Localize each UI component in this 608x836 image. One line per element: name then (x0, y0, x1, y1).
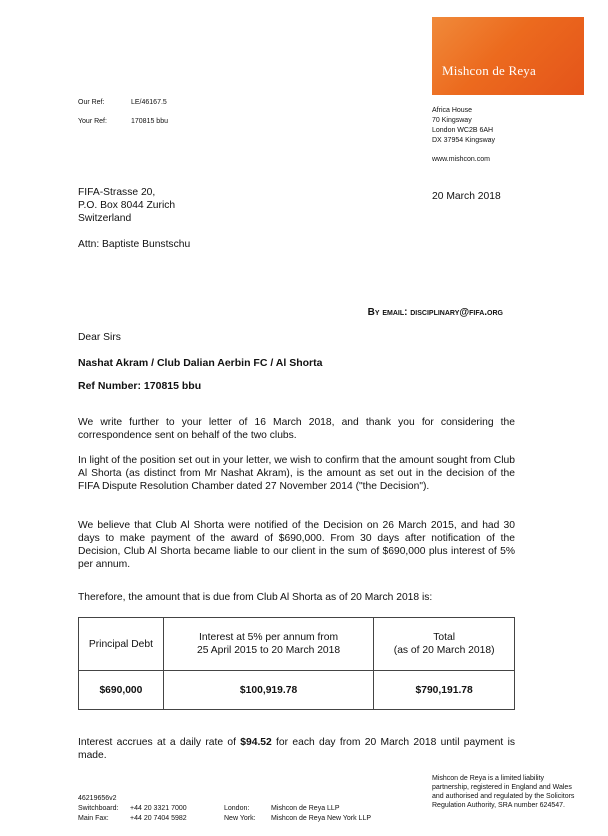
ref-number: Ref Number: 170815 bbu (78, 380, 202, 392)
fax-number: +44 20 7404 5982 (130, 815, 187, 822)
subject-line: Nashat Akram / Club Dalian Aerbin FC / Al Shorta (78, 357, 323, 369)
closing-text: Interest accrues at a daily rate of (78, 737, 241, 748)
salutation: Dear Sirs (78, 332, 121, 343)
cell-principal: $690,000 (79, 671, 164, 710)
regulatory-notice: Mishcon de Reya is a limited liability partnership, registered in England and Wales and authorised and regulated by the Solicitors Regulation Authority, SRA number 624547. (432, 775, 575, 809)
amount-due-table (78, 617, 515, 710)
closing-paragraph (78, 736, 515, 762)
header-interest (163, 618, 373, 671)
your-ref-value: 170815 bbu (131, 118, 168, 125)
doc-id: 46219656v2 (78, 795, 117, 802)
sender-address-line: 70 Kingsway (432, 117, 472, 124)
our-ref-value: LE/46167.5 (131, 99, 167, 106)
footer-contact (78, 794, 187, 824)
footer-offices (224, 804, 371, 824)
paragraph: In light of the position set out in your letter, we wish to confirm that the amount sought from Club Al Shorta (as distinct from Mr Nashat Akram), is the amount as set out in the decision of the FIFA Dispute Resolution Chamber dated 27 November 2014 ("the Decision"). (78, 455, 515, 492)
header-text: Total (433, 632, 456, 643)
switchboard-label: Switchboard: (78, 805, 119, 812)
attention-line: Attn: Baptiste Bunstschu (78, 239, 191, 250)
your-ref-label: Your Ref: (78, 118, 107, 125)
reference-block (78, 98, 168, 136)
header-text: Principal Debt (88, 638, 153, 650)
closing-text: for each day from 20 March 2018 until payment is made. (78, 737, 516, 761)
company-logo (432, 17, 584, 95)
header-total (374, 618, 515, 671)
cell-total: $790,191.78 (374, 671, 515, 710)
newyork-label: New York: (224, 815, 256, 822)
paragraph: We write further to your letter of 16 March 2018, and thank you for considering the correspondence sent on behalf of the two clubs. (78, 417, 515, 441)
header-text: (as of 20 March 2018) (393, 645, 495, 656)
recipient-line: FIFA-Strasse 20, (78, 187, 156, 198)
header-text: 25 April 2015 to 20 March 2018 (197, 645, 341, 656)
logo-text: Mishcon de Reya (442, 63, 536, 78)
our-ref-label: Our Ref: (78, 99, 105, 106)
daily-rate: $94.52 (240, 737, 272, 748)
paragraph: Therefore, the amount that is due from Club Al Shorta as of 20 March 2018 is: (78, 592, 433, 603)
recipient-line: Switzerland (78, 213, 132, 224)
sender-website[interactable]: www.mishcon.com (432, 156, 490, 163)
table-row (79, 671, 515, 710)
recipient-line: P.O. Box 8044 Zurich (78, 200, 176, 211)
delivery-method: By email: disciplinary@fifa.org (367, 307, 503, 318)
london-entity: Mishcon de Reya LLP (271, 805, 340, 812)
switchboard-number: +44 20 3321 7000 (130, 805, 187, 812)
sender-address (432, 106, 495, 146)
recipient-address (78, 186, 175, 225)
header-principal (79, 618, 164, 671)
fax-label: Main Fax: (78, 815, 109, 822)
paragraph: We believe that Club Al Shorta were notified of the Decision on 26 March 2015, and had 30 days to make payment of the award of $690,000. From 30 days after notification of the Decision, Club Al Shorta became liable to our client in the sum of $690,000 plus interest of 5% per annum. (78, 520, 515, 570)
sender-address-line: London WC2B 6AH (432, 127, 494, 134)
letter-date: 20 March 2018 (432, 191, 501, 202)
london-label: London: (224, 805, 250, 812)
header-text: Interest at 5% per annum from (199, 632, 339, 643)
cell-interest: $100,919.78 (163, 671, 373, 710)
table-header-row (79, 618, 515, 671)
newyork-entity: Mishcon de Reya New York LLP (271, 815, 371, 822)
sender-address-line: Africa House (432, 107, 473, 114)
sender-address-line: DX 37954 Kingsway (432, 137, 496, 144)
